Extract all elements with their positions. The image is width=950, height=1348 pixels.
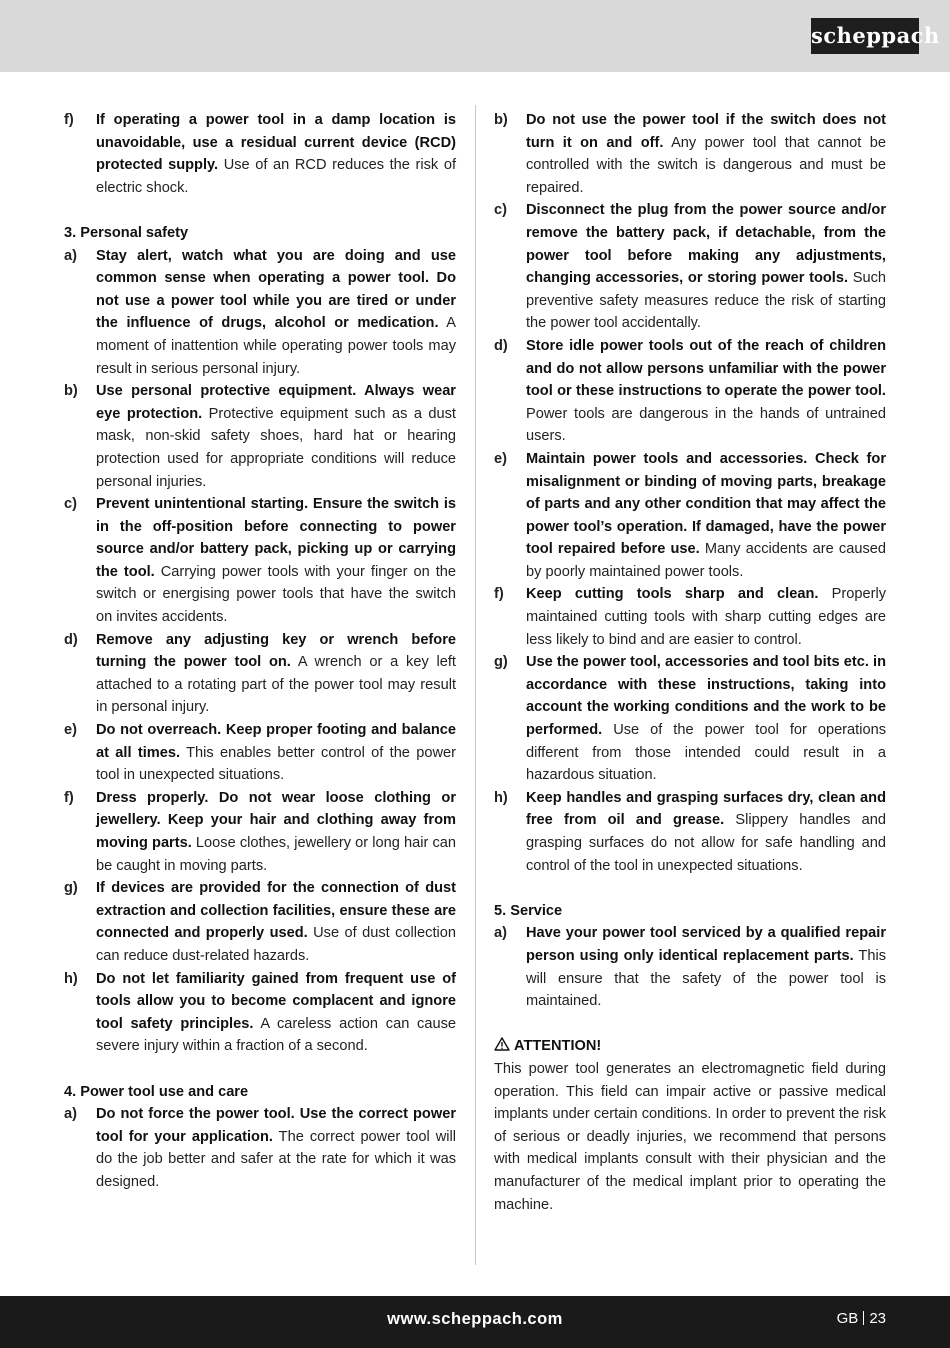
left-column [64,109,456,1194]
section-heading: 3. Personal safety [64,224,189,241]
page-num: 23 [869,1310,886,1327]
list-item [64,380,456,493]
item-bold-text: Do not overreach. Keep proper footing and balance at all times. [96,722,456,761]
item-label: a) [494,925,507,942]
list-item [64,877,456,967]
item-text: Any power tool that cannot be controlled with the switch is dangerous and must be repaired. [526,134,887,196]
item-label: b) [64,383,78,400]
item-text: Many accidents are caused by poorly maintained power tools. [526,541,886,580]
item-bold-text: Store idle power tools out of the reach of children and do not allow persons unfamiliar with the power tool or these instructions to operate the power tool. [526,337,886,400]
item-bold-text: Use personal protective equipment. Always wear eye protection. [96,383,456,422]
list-item [494,335,886,448]
item-label: d) [64,631,78,648]
page-number [837,1296,886,1342]
item-text: A careless action can cause severe injury within a fraction of a second. [96,1015,456,1055]
section-heading: 5. Service [494,902,563,919]
language-code: GB [836,1310,859,1327]
item-bold-text: If devices are provided for the connection of dust extraction and collection facilities, ensure these are connected and properly used. [96,880,456,942]
item-text: Slippery handles and grasping surfaces do not allow for safe handling and control of the tool in unexpected situations. [526,812,886,874]
list-item [494,787,886,877]
item-text: A moment of inattention while operating power tools may result in serious personal injury. [96,315,456,377]
list-item [64,787,456,877]
right-column [494,109,886,1216]
item-bold-text: Do not let familiarity gained from frequent use of tools allow you to become complacent and ignore tool safety principles. [96,970,456,1032]
list-item [494,199,886,335]
item-label: f) [64,112,74,128]
item-text: Properly maintained cutting tools with sharp cutting edges are less likely to bind and are easier to control. [526,586,886,648]
item-label: a) [64,1106,77,1123]
item-bold-text: Remove any adjusting key or wrench before turning the power tool on. [96,631,456,671]
attention-text: This power tool generates an electromagnetic field during operation. This field can impair active or passive medical implants under certain conditions. In order to prevent the risk of serious or deadly injuries, we recommend that persons with medical implants consult with their physician and the manufacturer of the medical implant prior to operating the machine. [494,1060,886,1213]
item-bold-text: Use the power tool, accessories and tool bits etc. in accordance with these instructions, taking into account the working conditions and the work to be performed. [526,654,886,739]
attention-heading [494,1035,886,1058]
page-header [0,0,950,72]
list-item [494,109,886,199]
item-label: c) [64,496,77,513]
item-bold-text: Do not force the power tool. Use the correct power tool for your application. [96,1106,456,1145]
page-footer [0,1296,950,1348]
warning-icon [494,1037,510,1051]
list-item [64,493,456,629]
website-link[interactable]: www.scheppach.com [387,1310,563,1328]
column-divider [475,105,476,1265]
list-item [494,651,886,787]
list-item [494,583,886,651]
separator [863,1311,864,1325]
item-bold-text: Stay alert, watch what you are doing and use common sense when operating a power tool. Do not use a power tool while you are tired or under the influence of drugs, alcohol or medication. [96,247,456,332]
item-text: Use of an RCD reduces the risk of electric shock. [96,157,456,196]
item-label: g) [64,880,78,897]
item-label: e) [64,722,77,739]
item-label: e) [494,450,507,467]
list-item [64,629,456,719]
list-item [64,245,456,381]
item-label: a) [64,247,77,264]
item-label: d) [494,337,508,354]
item-text: A wrench or a key left attached to a rotating part of the power tool may result in personal injury. [96,654,456,716]
item-text: The correct power tool will do the job better and safer at the rate for which it was designed. [96,1128,456,1190]
item-text: Power tools are dangerous in the hands of untrained users. [526,405,886,445]
item-bold-text: If operating a power tool in a damp location is unavoidable, use a residual current device (RCD) protected supply. [96,112,456,174]
item-bold-text: Keep cutting tools sharp and clean. [526,586,819,603]
item-bold-text: Keep handles and grasping surfaces dry, clean and free from oil and grease. [526,789,886,829]
item-text: Protective equipment such as a dust mask, non-skid safety shoes, hard hat or hearing protection used for appropriate conditions will reduce personal injuries. [96,405,456,490]
list-item [64,109,456,199]
list-item [64,968,456,1058]
list-item [64,1103,456,1193]
list-item [494,448,886,584]
item-label: h) [494,789,508,806]
item-text: Loose clothes, jewellery or long hair can be caught in moving parts. [96,835,456,874]
list-item [494,922,886,1012]
brand-logo: scheppach [811,18,919,54]
item-text: Carrying power tools with your finger on the switch or energising power tools that have the switch on invites accidents. [96,563,456,626]
item-text: Use of the power tool for operations different from those intended could result in a hazardous situation. [526,722,886,784]
item-bold-text: Maintain power tools and accessories. Check for misalignment or binding of moving parts, breakage of parts and any other condition that may affect the power tool’s operation. If damaged, have the power tool repaired before use. [526,450,886,558]
item-text: This will ensure that the safety of the power tool is maintained. [526,947,886,1010]
item-label: h) [64,970,78,987]
item-bold-text: Do not use the power tool if the switch does not turn it on and off. [526,112,886,151]
item-label: f) [494,586,504,603]
item-label: b) [494,112,508,128]
item-label: f) [64,789,74,806]
section-heading: 4. Power tool use and care [64,1083,249,1100]
item-bold-text: Have your power tool serviced by a qualified repair person using only identical replacement parts. [526,925,886,964]
list-item [64,719,456,787]
item-text: Use of dust collection can reduce dust-related hazards. [96,925,456,964]
item-label: g) [494,654,508,671]
item-bold-text: Disconnect the plug from the power source and/or remove the battery pack, if detachable, from the power tool before making any adjustments, changing accessories, or storing power tools. [526,202,886,287]
item-label: c) [494,202,507,219]
item-text: This enables better control of the power tool in unexpected situations. [96,744,456,784]
item-bold-text: Prevent unintentional starting. Ensure the switch is in the off-position before connecting to power source and/or battery pack, picking up or carrying the tool. [96,496,456,580]
item-text: Such preventive safety measures reduce the risk of starting the power tool accidentally. [526,270,886,332]
attention-title: ATTENTION! [514,1038,602,1055]
item-bold-text: Dress properly. Do not wear loose clothing or jewellery. Keep your hair and clothing away from moving parts. [96,789,456,851]
